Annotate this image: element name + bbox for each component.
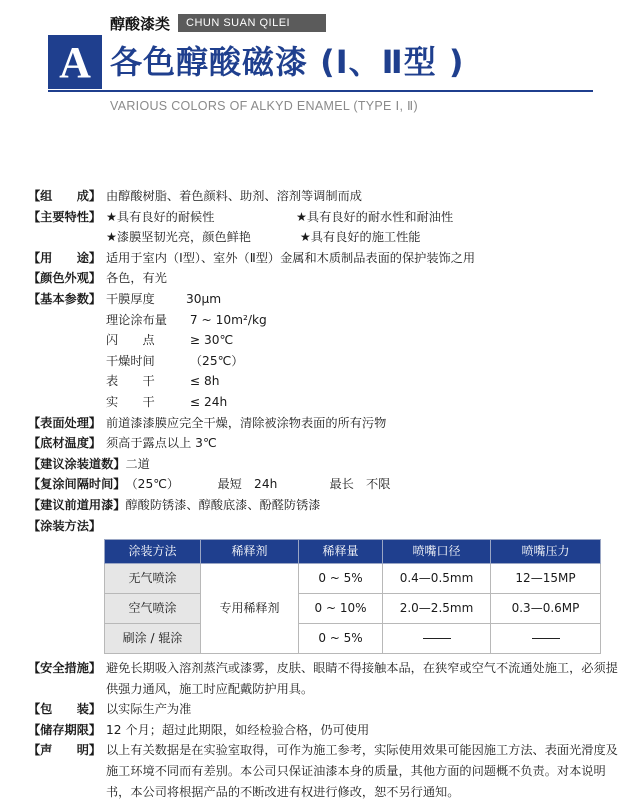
spec-value: 醇酸防锈漆、醇酸底漆、酚醛防锈漆 bbox=[125, 497, 321, 512]
spec-value: 适用于室内（Ⅰ型）、室外（Ⅱ型）金属和木质制品表面的保护装饰之用 bbox=[106, 250, 476, 265]
spec-statement bbox=[28, 740, 618, 802]
param-value: 30μm bbox=[186, 291, 222, 306]
param-key: 闪 点 bbox=[106, 333, 155, 348]
recoat-min: 最短 24h bbox=[217, 477, 278, 492]
spec-label: 【建议涂装道数】 bbox=[28, 456, 126, 471]
product-subtitle: VARIOUS COLORS OF ALKYD ENAMEL (TYPE Ⅰ, Ⅱ) bbox=[110, 99, 418, 113]
spec-value: 以实际生产为准 bbox=[106, 702, 192, 717]
spec-label: 【声 明】 bbox=[28, 743, 102, 758]
category-name: 醇酸漆类 bbox=[110, 14, 171, 33]
feature-item: ★具有良好的耐候性 bbox=[106, 209, 215, 224]
spec-composition bbox=[28, 186, 618, 207]
amount-cell: 0 ~ 5% bbox=[299, 624, 383, 654]
amount-cell: 0 ~ 10% bbox=[299, 594, 383, 624]
spec-features-2 bbox=[106, 227, 618, 248]
spec-label: 【基本参数】 bbox=[28, 291, 102, 306]
table-row bbox=[105, 624, 601, 654]
param-row bbox=[106, 351, 618, 372]
nozzle-cell bbox=[383, 624, 491, 654]
spec-label: 【组 成】 bbox=[28, 189, 102, 203]
feature-item: ★具有良好的耐水性和耐油性 bbox=[296, 209, 454, 224]
nozzle-cell: 0.4—0.5mm bbox=[383, 564, 491, 594]
param-key: 表 干 bbox=[106, 374, 155, 389]
spec-label: 【表面处理】 bbox=[28, 415, 102, 430]
param-value: ≤ 8h bbox=[189, 374, 220, 389]
table-header: 稀释量 bbox=[299, 540, 383, 564]
method-cell: 无气喷涂 bbox=[105, 564, 201, 594]
thinner-cell: 专用稀释剂 bbox=[201, 564, 299, 654]
param-key: 理论涂布量 bbox=[106, 312, 167, 327]
param-value: ≥ 30℃ bbox=[189, 333, 234, 348]
dash-placeholder bbox=[532, 638, 560, 639]
pressure-cell: 12—15MP bbox=[491, 564, 601, 594]
method-cell: 刷涂 / 辊涂 bbox=[105, 624, 201, 654]
spec-label: 【建议前道用漆】 bbox=[28, 497, 126, 512]
param-key: 干膜厚度 bbox=[106, 291, 155, 306]
spec-value: 12 个月；超过此期限，如经检验合格，仍可使用 bbox=[106, 722, 370, 737]
spec-features bbox=[28, 207, 618, 228]
spec-params bbox=[28, 289, 618, 310]
table-row bbox=[105, 564, 601, 594]
title-rule bbox=[48, 90, 593, 92]
table-row bbox=[105, 594, 601, 624]
nozzle-cell: 2.0—2.5mm bbox=[383, 594, 491, 624]
feature-item: ★漆膜坚韧光亮，颜色鲜艳 bbox=[106, 230, 251, 245]
spec-safety bbox=[28, 658, 618, 699]
param-row bbox=[106, 371, 618, 392]
category-pinyin: CHUN SUAN QILEI bbox=[178, 14, 326, 32]
spec-label: 【涂装方法】 bbox=[28, 518, 102, 533]
spec-value: 须高于露点以上 3℃ bbox=[106, 436, 217, 451]
table-header: 涂装方法 bbox=[105, 540, 201, 564]
spec-value: 前道漆漆膜应完全干燥，清除被涂物表面的所有污物 bbox=[106, 415, 387, 430]
pressure-cell: 0.3—0.6MP bbox=[491, 594, 601, 624]
spec-value: 由醇酸树脂、着色颜料、助剂、溶剂等调制而成 bbox=[106, 189, 362, 203]
param-value: 7 ~ 10m²/kg bbox=[189, 312, 267, 327]
spec-label: 【安全措施】 bbox=[28, 661, 102, 676]
spec-label: 【复涂间隔时间】 bbox=[28, 477, 126, 492]
pressure-cell bbox=[491, 624, 601, 654]
dash-placeholder bbox=[423, 638, 451, 639]
param-key: 实 干 bbox=[106, 394, 155, 409]
param-row bbox=[106, 310, 618, 331]
param-row bbox=[106, 392, 618, 413]
product-title: 各色醇酸磁漆 (Ⅰ、Ⅱ型 ) bbox=[110, 43, 465, 81]
spec-label: 【颜色外观】 bbox=[28, 271, 102, 286]
param-row bbox=[106, 330, 618, 351]
table-header: 稀释剂 bbox=[201, 540, 299, 564]
spec-value: 以上有关数据是在实验室取得，可作为施工参考，实际使用效果可能因施工方法、表面光滑度及施工环境不同而有差别。本公司只保证油漆本身的质量，其他方面的问题概不负责。对本说明书，本公司将根据产品的不断改进有权进行修改，恕不另行通知。 bbox=[106, 743, 618, 799]
table-header: 喷嘴口径 bbox=[383, 540, 491, 564]
notes-section bbox=[28, 658, 618, 802]
param-value: （25℃） bbox=[189, 353, 244, 368]
spec-value: 避免长期吸入溶剂蒸汽或漆雾，皮肤、眼睛不得接触本品，在狭窄或空气不流通处施工，必须提供强力通风，施工时应配戴防护用具。 bbox=[106, 661, 618, 696]
method-cell: 空气喷涂 bbox=[105, 594, 201, 624]
recoat-temp: （25℃） bbox=[125, 477, 180, 492]
spec-substrate bbox=[28, 433, 618, 454]
spec-method bbox=[28, 516, 618, 537]
spec-label: 【底材温度】 bbox=[28, 436, 102, 451]
spec-appearance bbox=[28, 268, 618, 289]
spec-packing bbox=[28, 699, 618, 720]
spec-label: 【主要特性】 bbox=[28, 209, 102, 224]
section-letter: A bbox=[48, 35, 102, 89]
feature-item: ★具有良好的施工性能 bbox=[299, 230, 421, 245]
spec-label: 【储存期限】 bbox=[28, 722, 102, 737]
spec-storage bbox=[28, 720, 618, 741]
category-bar bbox=[110, 12, 326, 34]
spec-surface bbox=[28, 413, 618, 434]
spec-value: 各色，有光 bbox=[106, 271, 167, 286]
spec-recoat bbox=[28, 474, 618, 495]
table-header-row bbox=[105, 540, 601, 564]
param-key: 干燥时间 bbox=[106, 353, 155, 368]
amount-cell: 0 ~ 5% bbox=[299, 564, 383, 594]
table-header: 喷嘴压力 bbox=[491, 540, 601, 564]
spec-usage bbox=[28, 248, 618, 269]
spec-coats bbox=[28, 454, 618, 475]
param-value: ≤ 24h bbox=[189, 394, 228, 409]
spec-value: 二道 bbox=[125, 456, 150, 471]
application-table bbox=[104, 539, 601, 654]
spec-sheet bbox=[28, 186, 618, 802]
spec-primer bbox=[28, 495, 618, 516]
spec-label: 【包 装】 bbox=[28, 702, 102, 717]
spec-label: 【用 途】 bbox=[28, 250, 102, 265]
recoat-max: 最长 不限 bbox=[329, 477, 391, 492]
